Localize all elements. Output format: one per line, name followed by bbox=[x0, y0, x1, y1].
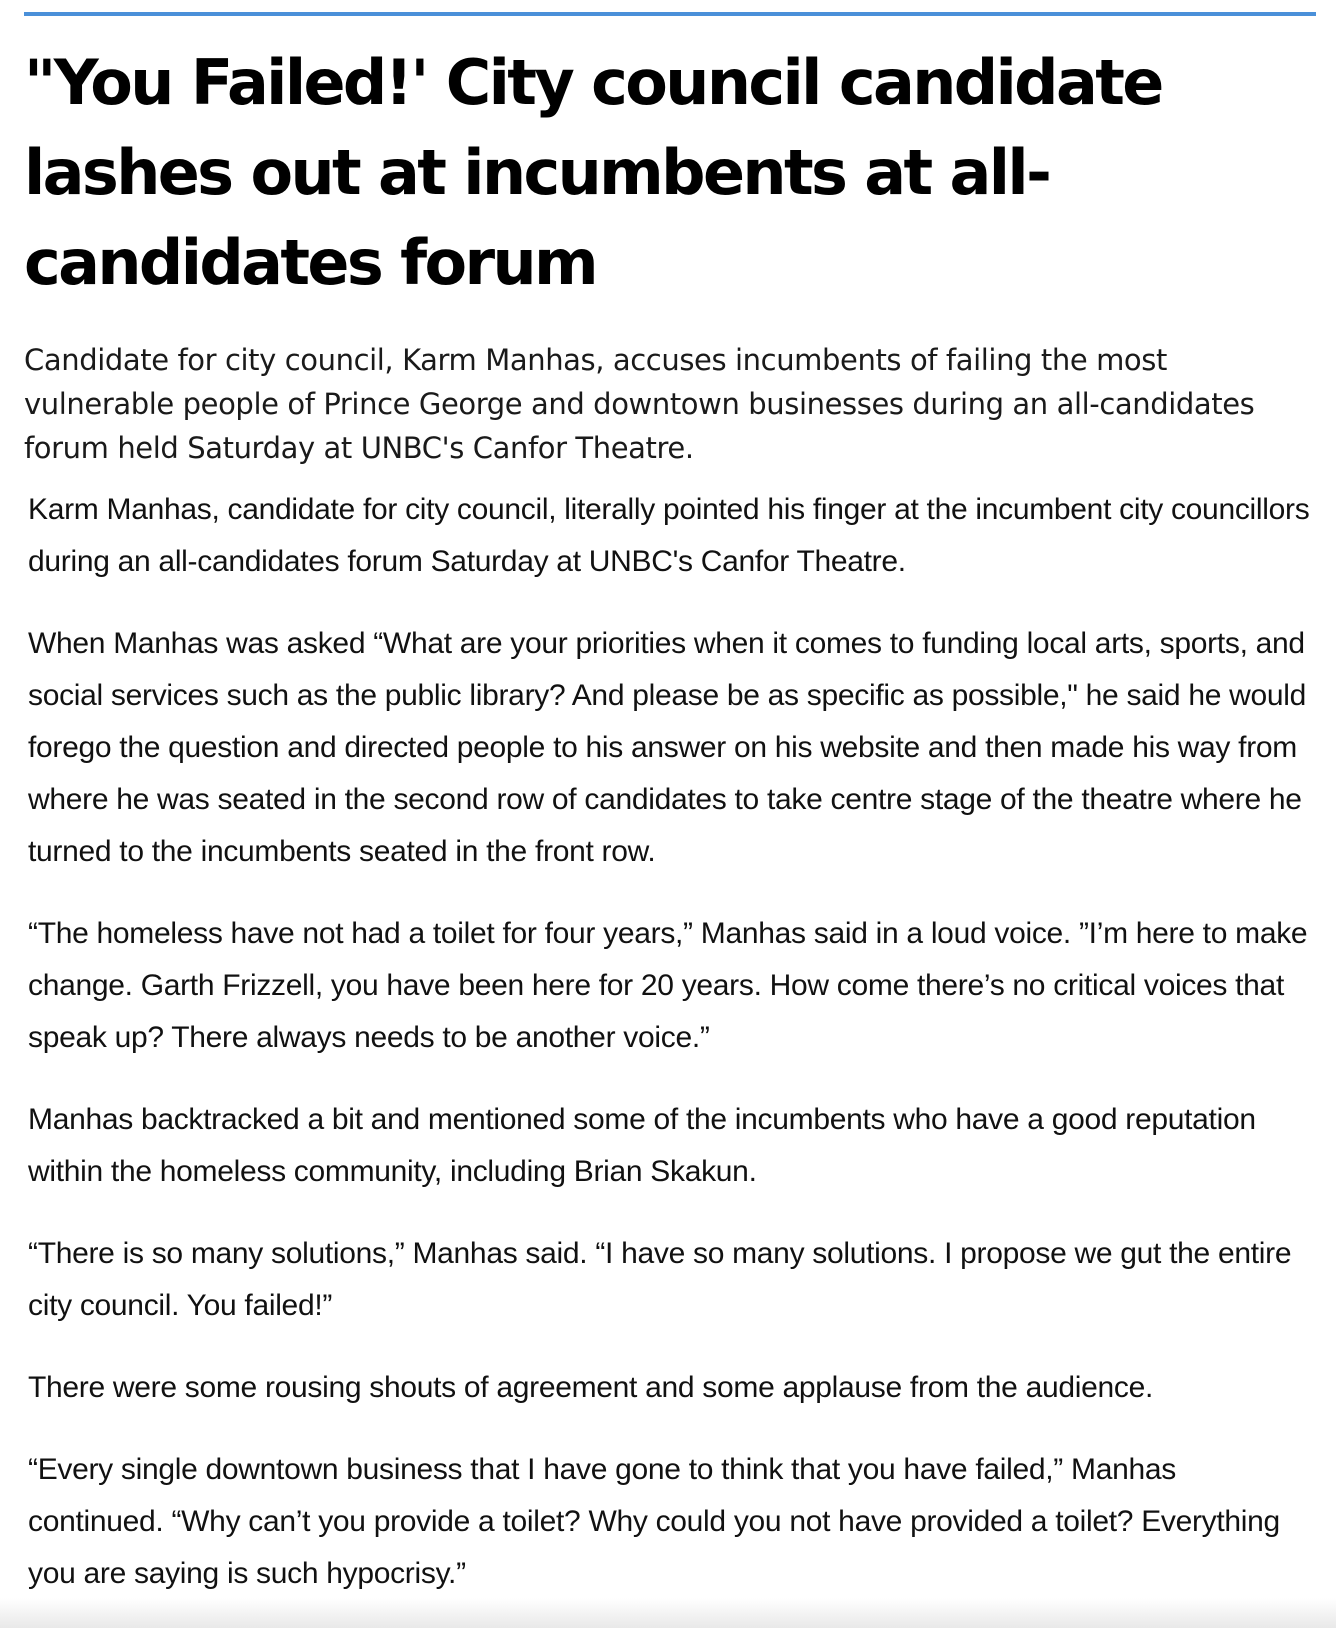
article-body bbox=[28, 484, 1318, 1600]
body-paragraph: Karm Manhas, candidate for city council, literally pointed his finger at the incumbent city councillors during an all-candidates forum Saturday at UNBC's Canfor Theatre. bbox=[28, 493, 1310, 578]
body-paragraph: When Manhas was asked “What are your priorities when it comes to funding local arts, sports, and social services such as the public library? And please be as specific as possible," he said he would forego the question and directed people to his answer on his website and then made his way from where he was seated in the second row of candidates to take centre stage of the theatre where he turned to the incumbents seated in the front row. bbox=[28, 627, 1307, 868]
article bbox=[24, 0, 1318, 1630]
body-paragraph: There were some rousing shouts of agreement and some applause from the audience. bbox=[28, 1371, 1153, 1404]
body-paragraph: Manhas backtracked a bit and mentioned some of the incumbents who have a good reputation within the homeless community, including Brian Skakun. bbox=[28, 1103, 1256, 1188]
body-paragraph: “There is so many solutions,” Manhas said. “I have so many solutions. I propose we gut the entire city council. You failed!” bbox=[28, 1237, 1292, 1322]
body-paragraph: “The homeless have not had a toilet for four years,” Manhas said in a loud voice. ”I’m here to make change. Garth Frizzell, you have been here for 20 years. How come there’s no critical voices that speak up? There always needs to be another voice.” bbox=[28, 917, 1308, 1054]
top-accent-rule bbox=[24, 12, 1316, 16]
article-summary: Candidate for city council, Karm Manhas, accuses incumbents of failing the most vulnerable people of Prince George and downtown businesses during an all-candidates forum held Saturday at UNBC's Canfor Theatre. bbox=[24, 343, 1255, 465]
body-paragraph: “Every single downtown business that I have gone to think that you have failed,” Manhas continued. “Why can’t you provide a toilet? Why could you not have provided a toilet? Everything you are saying is such hypocrisy.” bbox=[28, 1453, 1280, 1590]
headline: "You Failed!' City council candidate lashes out at incumbents at all-candidates forum bbox=[24, 46, 1162, 299]
bottom-fade bbox=[0, 1598, 1336, 1628]
